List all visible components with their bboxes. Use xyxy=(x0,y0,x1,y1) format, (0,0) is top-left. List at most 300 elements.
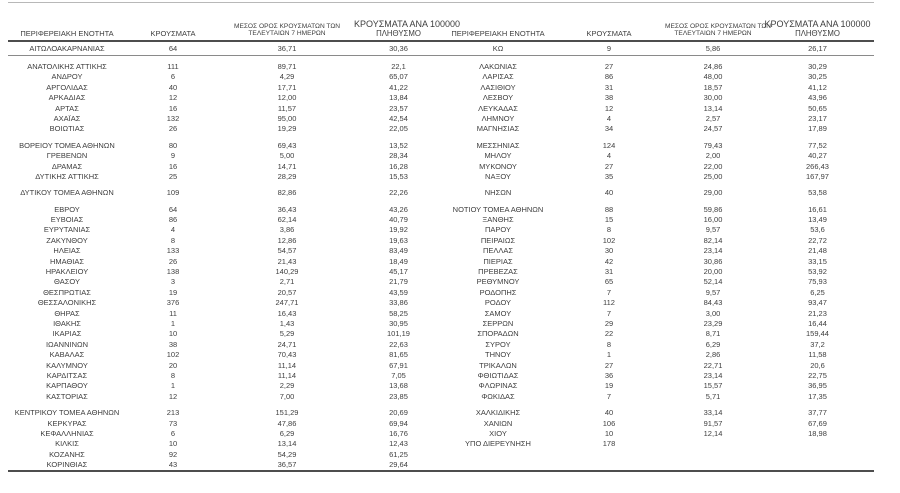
table-row xyxy=(8,288,874,298)
region-cell: ΚΑΣΤΟΡΙΑΣ xyxy=(46,391,88,401)
avg7-cell: 36,71 xyxy=(277,44,297,53)
per100k-cell: 16,28 xyxy=(389,161,408,171)
cases-cell: 7 xyxy=(606,308,612,318)
cases-cell: 20 xyxy=(168,360,178,370)
region-cell: ΣΠΟΡΑΔΩΝ xyxy=(477,329,519,339)
avg7-cell: 89,71 xyxy=(277,62,297,71)
avg7-cell: 62,14 xyxy=(277,215,297,225)
avg7-cell: 33,14 xyxy=(703,408,723,418)
avg7-cell: 12,14 xyxy=(703,428,723,438)
header-cases-right xyxy=(553,30,665,41)
cases-cell: 31 xyxy=(604,82,614,92)
avg7-cell: 5,29 xyxy=(279,329,295,339)
per100k-cell: 23,17 xyxy=(808,113,827,123)
cases-cell: 73 xyxy=(168,418,178,428)
cases-cell: 22 xyxy=(604,329,614,339)
cases-cell: 86 xyxy=(604,72,614,82)
avg7-cell xyxy=(665,450,761,460)
per100k-cell: 50,65 xyxy=(808,103,827,113)
avg7-cell: 17,71 xyxy=(277,82,297,92)
cases-cell: 178 xyxy=(602,439,616,449)
avg7-cell: 23,14 xyxy=(703,370,723,380)
avg7-cell: 6,29 xyxy=(705,339,721,349)
avg7-cell: 8,71 xyxy=(705,329,721,339)
per100k-cell: 16,61 xyxy=(808,204,827,214)
table-row xyxy=(8,215,874,225)
per100k-cell: 36,95 xyxy=(808,381,827,391)
cases-cell: 40 xyxy=(168,82,178,92)
cases-cell: 112 xyxy=(603,298,615,308)
region-cell: ΙΩΑΝΝΙΝΩΝ xyxy=(45,339,89,349)
cases-cell: 8 xyxy=(170,370,176,380)
cases-cell: 80 xyxy=(168,140,178,150)
per100k-cell xyxy=(761,460,874,470)
avg7-cell: 2,86 xyxy=(705,350,721,360)
region-cell: ΝΑΞΟΥ xyxy=(485,171,511,181)
region-cell: ΝΟΤΙΟΥ ΤΟΜΕΑ ΑΘΗΝΩΝ xyxy=(452,204,544,214)
avg7-cell: 3,86 xyxy=(279,225,295,235)
cases-cell: 30 xyxy=(604,246,614,256)
avg7-cell: 247,71 xyxy=(275,298,299,308)
per100k-cell: 22,05 xyxy=(389,124,408,134)
avg7-cell: 24,86 xyxy=(703,62,723,71)
region-cell xyxy=(443,460,553,470)
per100k-cell: 101,19 xyxy=(387,329,410,339)
cases-cell: 25 xyxy=(168,171,178,181)
per100k-cell: 22,72 xyxy=(808,235,827,245)
per100k-cell: 13,68 xyxy=(389,381,408,391)
table-row xyxy=(8,371,874,381)
header-per100k-right-line2: ΠΛΗΘΥΣΜΟ xyxy=(795,29,840,38)
per100k-cell: 19,92 xyxy=(389,225,408,235)
cases-cell: 40 xyxy=(604,408,614,418)
per100k-cell: 13,52 xyxy=(389,140,408,150)
header-avg7-right xyxy=(665,22,772,40)
cases-table xyxy=(8,12,874,472)
header-per100k-left xyxy=(354,19,460,40)
table-body xyxy=(8,42,874,472)
cases-cell: 36 xyxy=(604,370,614,380)
region-cell: ΚΑΡΔΙΤΣΑΣ xyxy=(46,370,88,380)
row-group xyxy=(8,141,874,183)
cases-cell: 42 xyxy=(604,256,614,266)
table-row xyxy=(8,257,874,267)
avg7-cell: 5,00 xyxy=(279,151,295,161)
cases-cell: 8 xyxy=(606,225,612,235)
per100k-cell: 167,97 xyxy=(806,171,829,181)
per100k-cell: 77,52 xyxy=(808,140,827,150)
region-cell: ΘΗΡΑΣ xyxy=(54,308,80,318)
region-cell: ΜΕΣΣΗΝΙΑΣ xyxy=(476,140,520,150)
header-avg7-left xyxy=(220,23,354,40)
per100k-cell xyxy=(761,450,874,460)
avg7-cell: 18,57 xyxy=(703,82,723,92)
region-cell: ΘΕΣΠΡΩΤΙΑΣ xyxy=(43,287,91,297)
row-group xyxy=(8,205,874,402)
region-cell: ΣΥΡΟΥ xyxy=(485,339,511,349)
region-cell: ΛΕΥΚΑΔΑΣ xyxy=(478,103,518,113)
region-cell: ΣΕΡΡΩΝ xyxy=(482,318,514,328)
row-group xyxy=(8,42,874,56)
cases-cell xyxy=(553,460,665,470)
cases-cell: 4 xyxy=(606,113,612,123)
region-cell: ΧΑΛΚΙΔΙΚΗΣ xyxy=(475,408,521,418)
avg7-cell: 12,00 xyxy=(277,93,297,103)
region-cell: ΡΟΔΟΠΗΣ xyxy=(479,287,517,297)
region-cell: ΞΑΝΘΗΣ xyxy=(482,215,514,225)
table-row xyxy=(8,460,874,470)
cases-cell: 65 xyxy=(604,277,614,287)
region-cell: ΑΙΤΩΛΟΑΚΑΡΝΑΝΙΑΣ xyxy=(29,44,105,53)
region-cell: ΕΒΡΟΥ xyxy=(54,204,80,214)
avg7-cell: 2,29 xyxy=(279,381,295,391)
region-cell: ΗΛΕΙΑΣ xyxy=(53,246,81,256)
avg7-cell: 11,14 xyxy=(277,360,297,370)
avg7-cell: 3,00 xyxy=(705,308,721,318)
region-cell: ΙΚΑΡΙΑΣ xyxy=(52,329,82,339)
header-per100k-right xyxy=(761,19,874,40)
avg7-cell: 20,00 xyxy=(703,267,723,277)
region-cell: ΑΡΓΟΛΙΔΑΣ xyxy=(46,82,88,92)
page-top-rule xyxy=(8,2,874,3)
table-row xyxy=(8,246,874,256)
per100k-cell: 40,27 xyxy=(808,151,827,161)
region-cell: ΚΟΡΙΝΘΙΑΣ xyxy=(46,460,88,470)
per100k-cell: 13,49 xyxy=(808,215,827,225)
per100k-cell: 93,47 xyxy=(808,298,827,308)
per100k-cell: 20,69 xyxy=(389,408,408,418)
header-avg7-left-line1: ΜΕΣΟΣ ΟΡΟΣ ΚΡΟΥΣΜΑΤΩΝ ΤΩΝ xyxy=(233,22,341,30)
table-row xyxy=(8,350,874,360)
per100k-cell: 20,6 xyxy=(810,360,825,370)
avg7-cell: 36,43 xyxy=(277,204,297,214)
per100k-cell: 40,79 xyxy=(389,215,408,225)
table-row xyxy=(8,450,874,460)
per100k-cell: 33,86 xyxy=(389,298,408,308)
cases-cell: 4 xyxy=(606,151,612,161)
per100k-cell: 18,49 xyxy=(389,256,408,266)
avg7-cell: 16,43 xyxy=(277,308,297,318)
avg7-cell: 7,00 xyxy=(279,391,295,401)
cases-cell: 26 xyxy=(168,124,178,134)
per100k-cell: 41,22 xyxy=(389,82,408,92)
avg7-cell: 59,86 xyxy=(703,204,723,214)
per100k-cell: 75,93 xyxy=(808,277,827,287)
avg7-cell: 5,71 xyxy=(705,391,721,401)
table-row xyxy=(8,236,874,246)
table-row xyxy=(8,42,874,56)
table-row xyxy=(8,277,874,287)
cases-cell: 31 xyxy=(604,267,614,277)
table-row xyxy=(8,172,874,182)
per100k-cell: 29,64 xyxy=(389,460,408,470)
cases-cell: 29 xyxy=(604,318,614,328)
region-cell: ΝΗΣΩΝ xyxy=(484,188,512,198)
per100k-cell: 21,23 xyxy=(808,308,827,318)
per100k-cell: 81,65 xyxy=(389,350,408,360)
per100k-cell: 12,43 xyxy=(389,439,408,449)
region-cell: ΑΝΔΡΟΥ xyxy=(51,72,83,82)
region-cell: ΔΥΤΙΚΟΥ ΤΟΜΕΑ ΑΘΗΝΩΝ xyxy=(20,188,114,198)
avg7-cell: 13,14 xyxy=(277,439,297,449)
avg7-cell: 79,43 xyxy=(703,140,723,150)
cases-cell: 9 xyxy=(170,151,176,161)
avg7-cell: 21,43 xyxy=(277,256,297,266)
per100k-cell: 11,58 xyxy=(808,350,827,360)
cases-cell: 12 xyxy=(168,391,178,401)
per100k-cell xyxy=(761,439,874,449)
table-row xyxy=(8,62,874,72)
table-row xyxy=(8,124,874,134)
region-cell: ΔΥΤΙΚΗΣ ΑΤΤΙΚΗΣ xyxy=(35,171,99,181)
cases-cell: 1 xyxy=(170,318,176,328)
region-cell: ΔΡΑΜΑΣ xyxy=(51,161,83,171)
cases-cell: 16 xyxy=(168,103,178,113)
cases-cell: 43 xyxy=(168,460,178,470)
region-cell: ΦΩΚΙΔΑΣ xyxy=(481,391,515,401)
region-cell: ΛΑΡΙΣΑΣ xyxy=(482,72,514,82)
region-cell: ΗΜΑΘΙΑΣ xyxy=(49,256,85,266)
avg7-cell: 16,00 xyxy=(703,215,723,225)
cases-cell: 124 xyxy=(602,140,616,150)
avg7-cell: 22,00 xyxy=(703,161,723,171)
table-row xyxy=(8,298,874,308)
region-cell: ΕΥΒΟΙΑΣ xyxy=(50,215,84,225)
avg7-cell: 4,29 xyxy=(279,72,295,82)
region-cell: ΠΡΕΒΕΖΑΣ xyxy=(478,267,518,277)
per100k-cell: 21,48 xyxy=(808,246,827,256)
avg7-cell xyxy=(665,460,761,470)
table-row xyxy=(8,162,874,172)
header-per100k-left-line1: ΚΡΟΥΣΜΑΤΑ ΑΝΑ 100000 xyxy=(354,19,460,29)
avg7-cell: 54,57 xyxy=(277,246,297,256)
region-cell: ΣΑΜΟΥ xyxy=(484,308,512,318)
header-cases-left-label: ΚΡΟΥΣΜΑΤΑ xyxy=(150,28,196,38)
region-cell: ΑΡΤΑΣ xyxy=(55,103,79,113)
per100k-cell: 7,05 xyxy=(391,370,406,380)
table-row xyxy=(8,225,874,235)
header-per100k-left-line2: ΠΛΗΘΥΣΜΟ xyxy=(376,29,421,38)
per100k-cell: 21,79 xyxy=(389,277,408,287)
avg7-cell: 5,86 xyxy=(705,44,721,53)
per100k-cell: 30,29 xyxy=(808,62,827,71)
table-row xyxy=(8,72,874,82)
cases-cell: 38 xyxy=(168,339,178,349)
header-region-left xyxy=(8,30,126,41)
cases-cell: 102 xyxy=(166,350,180,360)
per100k-cell: 37,2 xyxy=(810,339,825,349)
header-region-right-label: ΠΕΡΙΦΕΡΕΙΑΚΗ ΕΝΟΤΗΤΑ xyxy=(451,28,545,38)
avg7-cell: 70,43 xyxy=(277,350,297,360)
region-cell: ΚΑΛΥΜΝΟΥ xyxy=(46,360,88,370)
cases-cell: 7 xyxy=(606,287,612,297)
avg7-cell: 2,00 xyxy=(705,151,721,161)
header-region-right xyxy=(443,30,553,41)
per100k-cell: 42,54 xyxy=(389,113,408,123)
cases-cell: 1 xyxy=(606,350,612,360)
cases-cell: 376 xyxy=(166,298,180,308)
per100k-cell: 18,98 xyxy=(808,428,827,438)
region-cell: ΚΟΖΑΝΗΣ xyxy=(49,449,85,459)
cases-cell: 10 xyxy=(168,439,178,449)
cases-cell: 19 xyxy=(168,287,178,297)
cases-cell: 213 xyxy=(166,408,180,418)
per100k-cell: 61,25 xyxy=(389,449,408,459)
cases-cell: 132 xyxy=(166,113,180,123)
per100k-cell: 159,44 xyxy=(806,329,829,339)
cases-cell: 7 xyxy=(606,391,612,401)
cases-cell: 64 xyxy=(168,44,178,53)
table-row xyxy=(8,267,874,277)
cases-cell: 12 xyxy=(168,93,178,103)
header-avg7-left-line2: ΤΕΛΕΥΤΑΙΩΝ 7 ΗΜΕΡΩΝ xyxy=(248,30,326,38)
table-row xyxy=(8,141,874,151)
cases-cell: 35 xyxy=(604,171,614,181)
region-cell: ΛΑΚΩΝΙΑΣ xyxy=(479,62,517,71)
per100k-cell: 22,63 xyxy=(389,339,408,349)
table-row xyxy=(8,392,874,402)
cases-cell: 92 xyxy=(168,449,178,459)
per100k-cell: 33,15 xyxy=(808,256,827,266)
cases-cell: 38 xyxy=(604,93,614,103)
region-cell: ΚΑΒΑΛΑΣ xyxy=(49,350,85,360)
avg7-cell xyxy=(665,439,761,449)
cases-cell: 10 xyxy=(604,428,614,438)
region-cell: ΠΕΛΛΑΣ xyxy=(482,246,514,256)
region-cell: ΚΩ xyxy=(492,44,504,53)
avg7-cell: 140,29 xyxy=(275,267,299,277)
region-cell: ΖΑΚΥΝΘΟΥ xyxy=(46,235,88,245)
region-cell: ΠΙΕΡΙΑΣ xyxy=(483,256,513,266)
table-row xyxy=(8,93,874,103)
region-cell: ΦΘΙΩΤΙΔΑΣ xyxy=(477,370,519,380)
region-cell: ΜΗΛΟΥ xyxy=(484,151,512,161)
per100k-cell: 53,58 xyxy=(808,188,827,198)
avg7-cell: 52,14 xyxy=(703,277,723,287)
cases-cell: 109 xyxy=(166,188,180,198)
cases-cell: 40 xyxy=(604,188,614,198)
region-cell: ΠΕΙΡΑΙΩΣ xyxy=(480,235,516,245)
per100k-cell: 58,25 xyxy=(389,308,408,318)
region-cell: ΙΘΑΚΗΣ xyxy=(53,318,81,328)
per100k-cell: 23,85 xyxy=(389,391,408,401)
avg7-cell: 28,29 xyxy=(277,171,297,181)
avg7-cell: 91,57 xyxy=(703,418,723,428)
avg7-cell: 82,14 xyxy=(703,235,723,245)
table-row xyxy=(8,439,874,449)
per100k-cell: 45,17 xyxy=(389,267,408,277)
cases-cell: 19 xyxy=(604,381,614,391)
table-row xyxy=(8,205,874,215)
cases-cell: 12 xyxy=(604,103,614,113)
cases-cell: 88 xyxy=(604,204,614,214)
cases-cell: 138 xyxy=(166,267,180,277)
per100k-cell: 16,44 xyxy=(808,318,827,328)
avg7-cell: 29,00 xyxy=(703,188,723,198)
region-cell: ΑΧΑΪΑΣ xyxy=(53,113,81,123)
per100k-cell: 67,91 xyxy=(389,360,408,370)
region-cell: ΓΡΕΒΕΝΩΝ xyxy=(46,151,88,161)
per100k-cell: 13,84 xyxy=(389,93,408,103)
table-row xyxy=(8,114,874,124)
per100k-cell: 30,36 xyxy=(389,44,408,53)
per100k-cell: 28,34 xyxy=(389,151,408,161)
header-per100k-right-line1: ΚΡΟΥΣΜΑΤΑ ΑΝΑ 100000 xyxy=(764,19,871,29)
table-row xyxy=(8,319,874,329)
region-cell: ΘΑΣΟΥ xyxy=(54,277,80,287)
cases-cell: 16 xyxy=(168,161,178,171)
per100k-cell: 17,89 xyxy=(808,124,827,134)
region-cell: ΛΑΣΙΘΙΟΥ xyxy=(480,82,516,92)
per100k-cell: 22,1 xyxy=(391,62,406,71)
region-cell: ΤΗΝΟΥ xyxy=(484,350,511,360)
table-row xyxy=(8,309,874,319)
cases-cell: 6 xyxy=(170,72,176,82)
region-cell: ΑΝΑΤΟΛΙΚΗΣ ΑΤΤΙΚΗΣ xyxy=(27,62,107,71)
avg7-cell: 12,86 xyxy=(277,235,297,245)
per100k-cell: 30,95 xyxy=(389,318,408,328)
region-cell: ΕΥΡΥΤΑΝΙΑΣ xyxy=(43,225,91,235)
region-cell: ΚΑΡΠΑΘΟΥ xyxy=(46,381,88,391)
table-row xyxy=(8,408,874,418)
region-cell: ΚΕΡΚΥΡΑΣ xyxy=(47,418,87,428)
cases-cell: 9 xyxy=(606,44,612,53)
per100k-cell: 266,43 xyxy=(806,161,829,171)
avg7-cell: 48,00 xyxy=(703,72,723,82)
avg7-cell: 24,71 xyxy=(277,339,297,349)
region-cell: ΡΕΘΥΜΝΟΥ xyxy=(476,277,520,287)
cases-cell: 8 xyxy=(606,339,612,349)
table-header-row xyxy=(8,12,874,42)
cases-cell: 8 xyxy=(170,235,176,245)
avg7-cell: 69,43 xyxy=(277,140,297,150)
cases-cell: 27 xyxy=(604,62,614,71)
region-cell: ΜΥΚΟΝΟΥ xyxy=(479,161,517,171)
cases-cell: 3 xyxy=(170,277,176,287)
avg7-cell: 23,14 xyxy=(703,246,723,256)
cases-cell: 1 xyxy=(170,381,176,391)
row-group xyxy=(8,62,874,135)
region-cell: ΛΕΣΒΟΥ xyxy=(482,93,514,103)
header-cases-left xyxy=(126,30,220,41)
per100k-cell: 43,26 xyxy=(389,204,408,214)
per100k-cell: 22,75 xyxy=(808,370,827,380)
avg7-cell: 19,29 xyxy=(277,124,297,134)
avg7-cell: 84,43 xyxy=(703,298,723,308)
avg7-cell: 95,00 xyxy=(277,113,297,123)
table-row xyxy=(8,361,874,371)
cases-cell: 10 xyxy=(168,329,178,339)
per100k-cell: 83,49 xyxy=(389,246,408,256)
header-cases-right-label: ΚΡΟΥΣΜΑΤΑ xyxy=(586,28,632,38)
region-cell: ΒΟΙΩΤΙΑΣ xyxy=(49,124,85,134)
avg7-cell: 11,57 xyxy=(277,103,297,113)
per100k-cell: 43,96 xyxy=(808,93,827,103)
per100k-cell: 26,17 xyxy=(808,44,827,53)
per100k-cell: 67,69 xyxy=(808,418,827,428)
per100k-cell: 15,53 xyxy=(389,171,408,181)
region-cell: ΜΑΓΝΗΣΙΑΣ xyxy=(476,124,520,134)
region-cell: ΠΑΡΟΥ xyxy=(484,225,511,235)
avg7-cell: 23,29 xyxy=(703,318,723,328)
table-row xyxy=(8,340,874,350)
header-region-left-label: ΠΕΡΙΦΕΡΕΙΑΚΗ ΕΝΟΤΗΤΑ xyxy=(20,28,114,38)
region-cell: ΚΕΦΑΛΛΗΝΙΑΣ xyxy=(40,428,94,438)
avg7-cell: 22,71 xyxy=(703,360,723,370)
cases-cell: 26 xyxy=(168,256,178,266)
avg7-cell: 14,71 xyxy=(277,161,297,171)
region-cell: ΘΕΣΣΑΛΟΝΙΚΗΣ xyxy=(37,298,97,308)
